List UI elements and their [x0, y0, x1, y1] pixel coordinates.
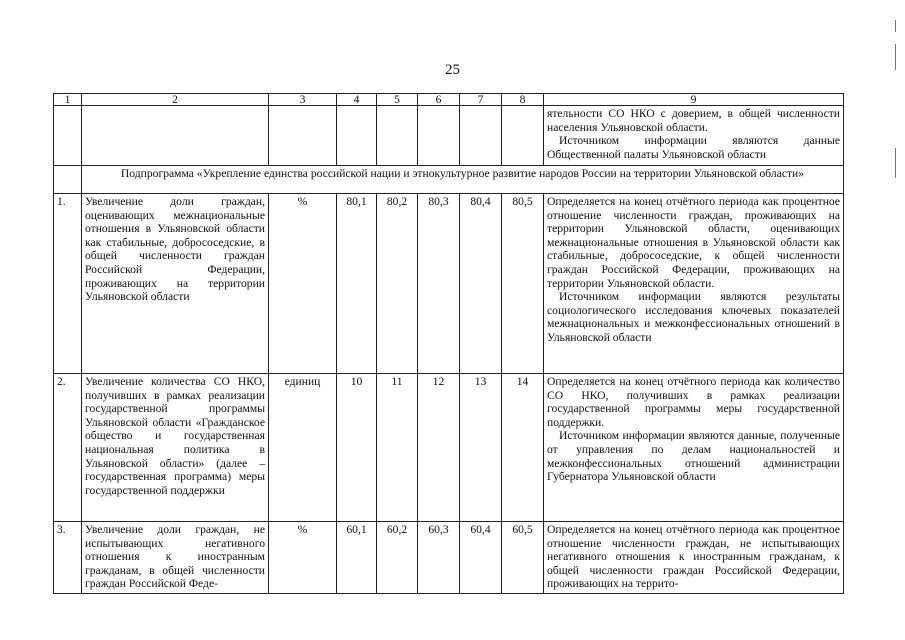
column-header: 3 [269, 94, 337, 106]
method-cell [544, 374, 844, 522]
continuation-method-cell [544, 106, 844, 166]
unit: единиц [269, 374, 337, 522]
column-header: 7 [460, 94, 502, 106]
value-cell: 80,3 [418, 194, 460, 374]
table-row [54, 194, 844, 374]
method-text: Определяется на конец отчётного периода как количество СО НКО, получивших в рамках реализации государственной программы меры государственной поддержки. [547, 375, 840, 429]
value-cell: 80,1 [337, 194, 377, 374]
subprogram-title: Подпрограмма «Укрепление единства российской нации и этнокультурное развитие народов России на территории Ульяновской области» [82, 166, 844, 194]
row-number: 1. [54, 194, 82, 374]
scan-artifact-mark [895, 44, 896, 70]
subprogram-row [54, 166, 844, 194]
continuation-text: ятельности СО НКО с доверием, в общей численности населения Ульяновской области. [547, 107, 840, 134]
continuation-row [54, 106, 844, 166]
column-number-row [54, 94, 844, 106]
scan-artifact-mark [895, 20, 896, 32]
value-cell: 60,2 [377, 522, 418, 594]
method-cell [544, 522, 844, 594]
value-cell: 60,5 [502, 522, 544, 594]
indicator-name: Увеличение количества СО НКО, получивших в рамках реализации государственной программы Ульяновской области «Гражданское общество и государственная национальная политика в Ульяновской области» (далее – государственная программа) меры государственной поддержки [82, 374, 269, 522]
value-cell: 10 [337, 374, 377, 522]
scan-artifact-mark [895, 148, 896, 178]
value-cell: 13 [460, 374, 502, 522]
method-source: Источником информации являются данные, полученные от управления по делам национальностей и межконфессиональных отношений администрации Губернатора Ульяновской области [547, 429, 840, 484]
value-cell: 60,3 [418, 522, 460, 594]
value-cell: 60,4 [460, 522, 502, 594]
unit: % [269, 522, 337, 594]
column-header: 8 [502, 94, 544, 106]
column-header: 9 [544, 94, 844, 106]
indicators-table [53, 93, 844, 594]
method-cell [544, 194, 844, 374]
value-cell: 14 [502, 374, 544, 522]
value-cell: 80,5 [502, 194, 544, 374]
method-text: Определяется на конец отчётного периода как процентное отношение численности граждан, не испытывающих негативного отношения к иностранным гражданам, к общей численности граждан Российской Федерации, проживающих на террито- [547, 523, 840, 591]
column-header: 4 [337, 94, 377, 106]
unit: % [269, 194, 337, 374]
value-cell: 60,1 [337, 522, 377, 594]
continuation-source: Источником информации являются данные Общественной палаты Ульяновской области [547, 134, 840, 161]
column-header: 2 [82, 94, 269, 106]
page-number: 25 [445, 62, 460, 78]
value-cell: 12 [418, 374, 460, 522]
column-header: 5 [377, 94, 418, 106]
table-row [54, 522, 844, 594]
column-header: 6 [418, 94, 460, 106]
table-row [54, 374, 844, 522]
method-text: Определяется на конец отчётного периода как процентное отношение численности граждан, проживающих на территории Ульяновской области, оценивающих межнациональные отношения в Ульяновской области как стабильные, добрососедские, к общей численности граждан Российской Федерации, проживающих на территории Ульяновской области. [547, 195, 840, 290]
value-cell: 80,4 [460, 194, 502, 374]
indicator-name: Увеличение доли граждан, не испытывающих негативного отношения к иностранным гражданам, в общей численности граждан Российской Феде- [82, 522, 269, 594]
indicator-name: Увеличение доли граждан, оценивающих межнациональные отношения в Ульяновской области как стабильные, добрососедские, в общей численности граждан Российской Федерации, проживающих на территории Ульяновской области [82, 194, 269, 374]
column-header: 1 [54, 94, 82, 106]
method-source: Источником информации являются результаты социологического исследования ключевых показателей межнациональных и межконфессиональных отношений в Ульяновской области [547, 290, 840, 344]
row-number: 3. [54, 522, 82, 594]
value-cell: 11 [377, 374, 418, 522]
value-cell: 80,2 [377, 194, 418, 374]
row-number: 2. [54, 374, 82, 522]
